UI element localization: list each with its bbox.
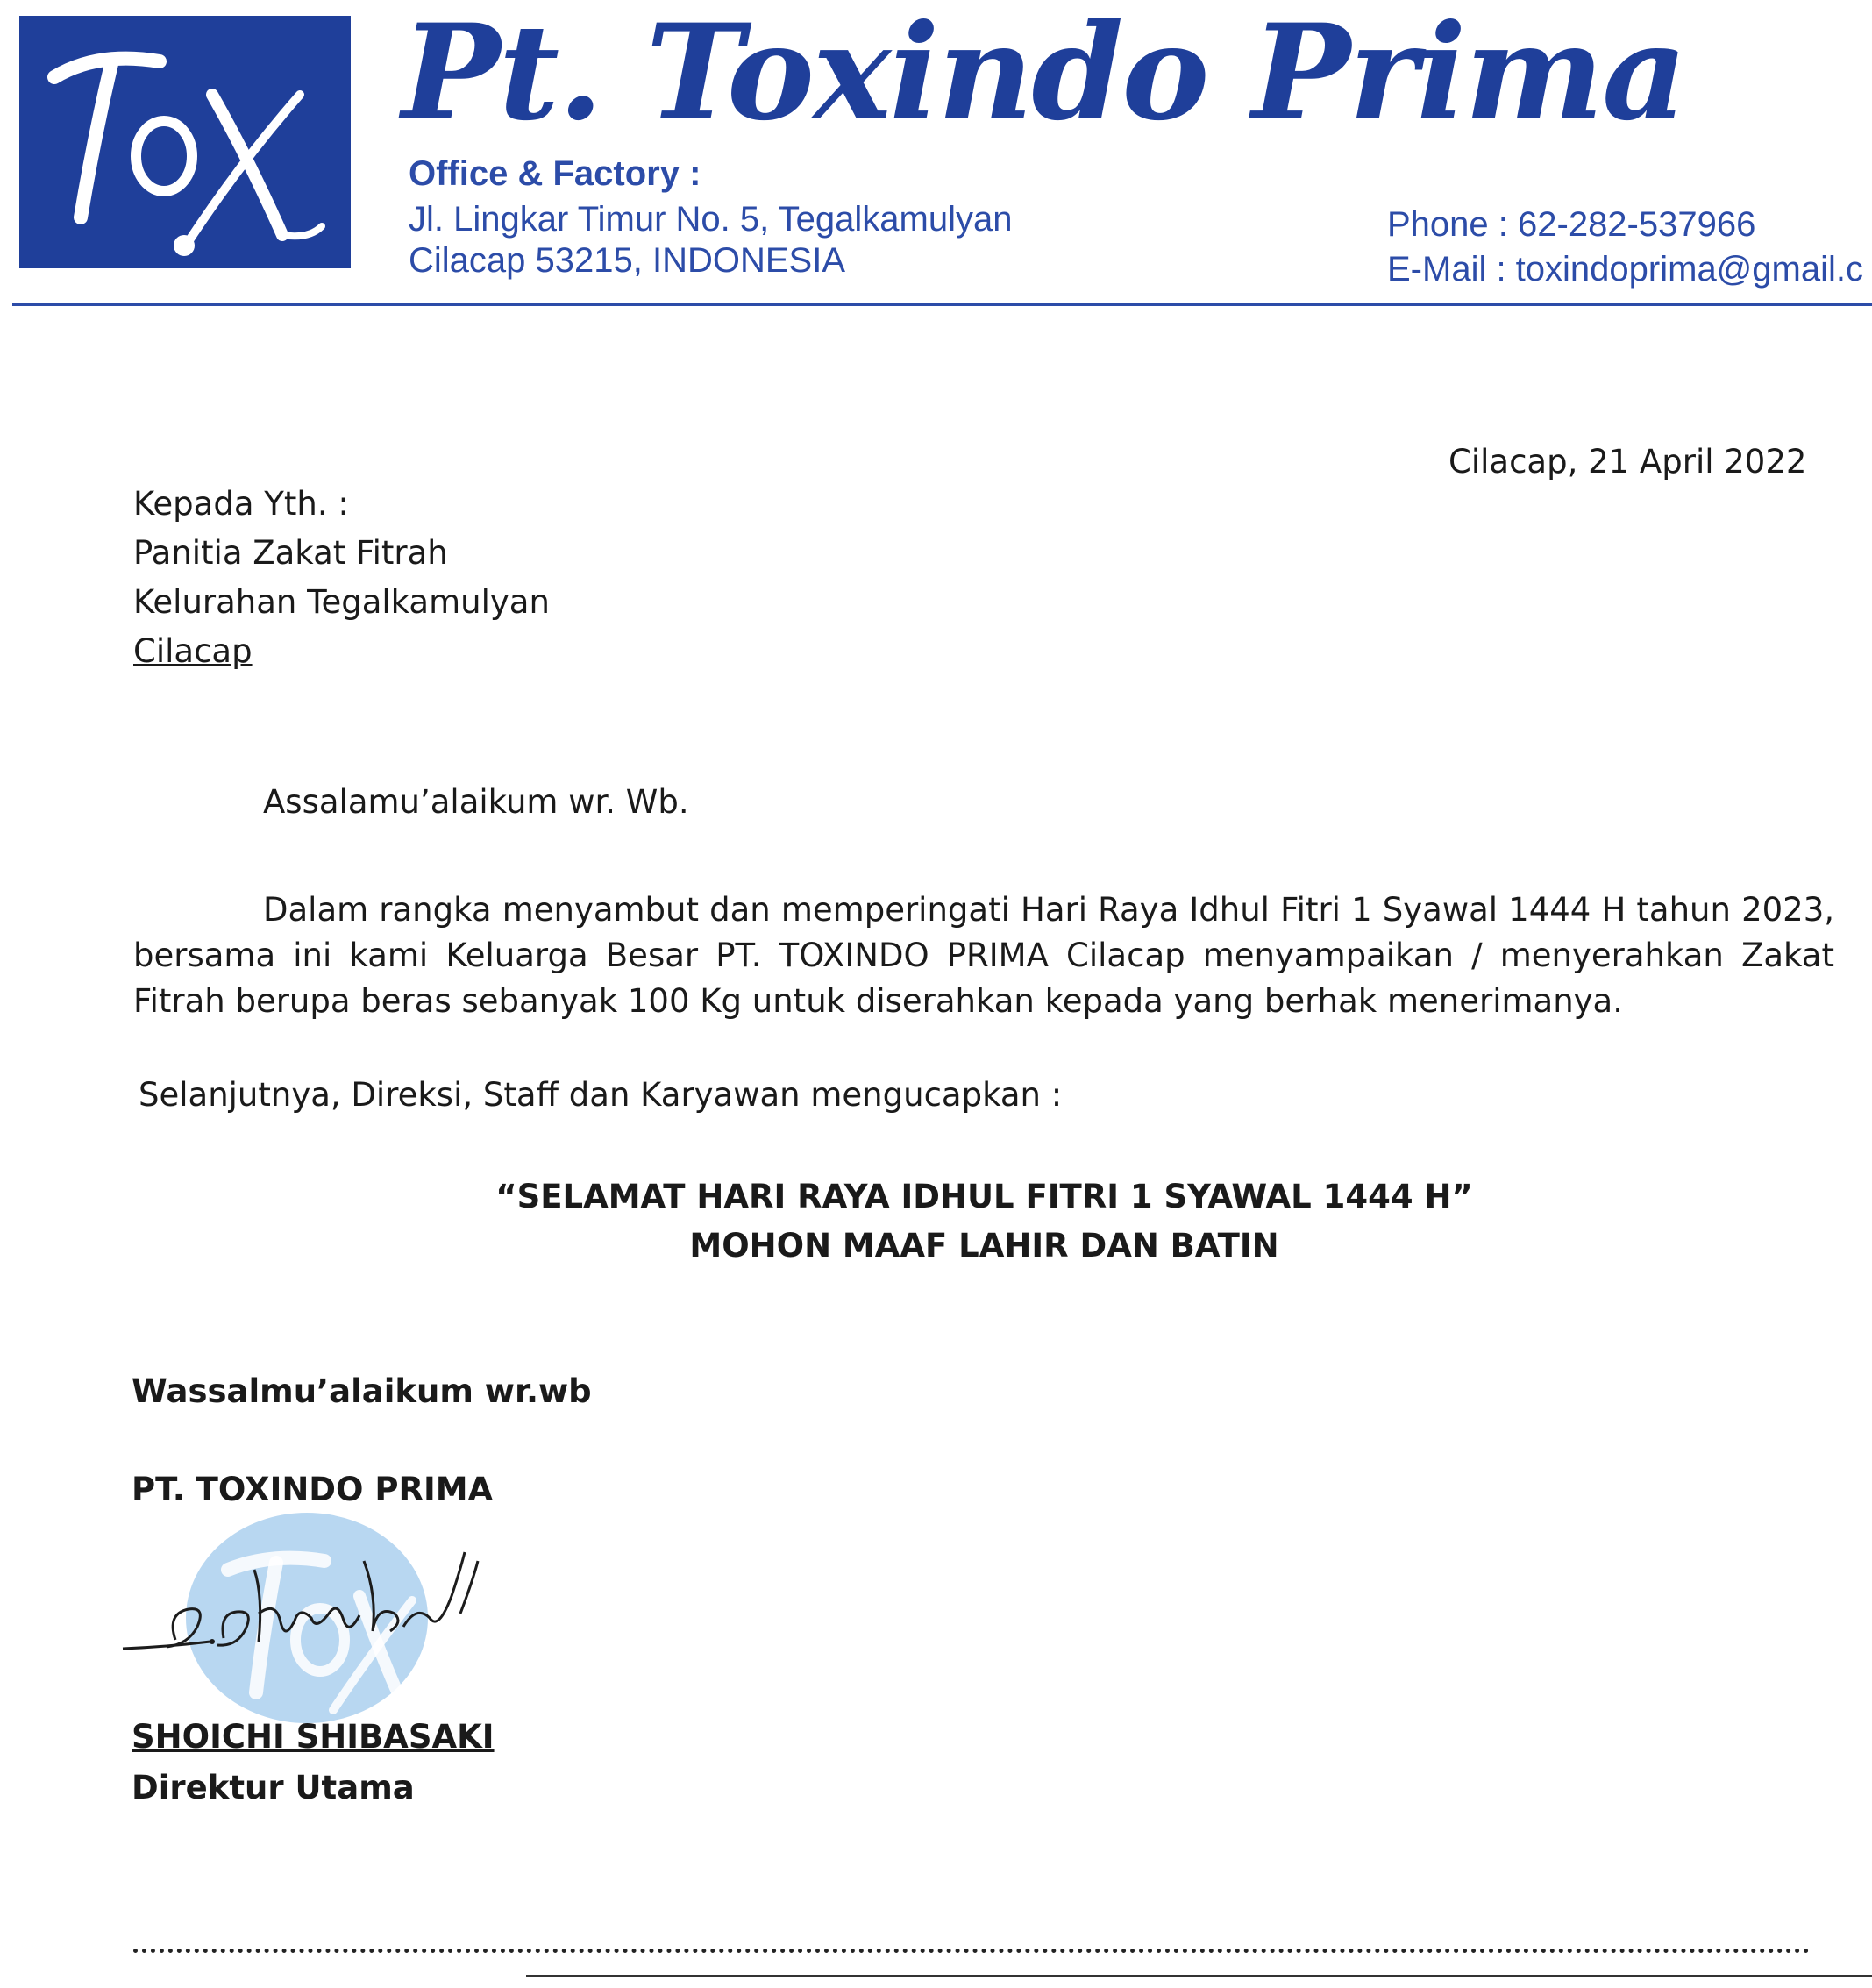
- recipient-line: Kelurahan Tegalkamulyan: [133, 583, 550, 621]
- footer-dotted-divider: [133, 1949, 1810, 1953]
- email-address: E-Mail : toxindoprima@gmail.c: [1387, 250, 1863, 289]
- footer-rule: [526, 1975, 1872, 1977]
- closing-intro: Selanjutnya, Direksi, Staff dan Karyawan mengucapkan :: [139, 1076, 1063, 1114]
- company-logo: [19, 16, 351, 268]
- recipient-line: Panitia Zakat Fitrah: [133, 534, 448, 572]
- signer-title: Direktur Utama: [132, 1769, 415, 1806]
- company-signature-label: PT. TOXINDO PRIMA: [132, 1471, 494, 1508]
- logo-mark-icon: [19, 16, 351, 268]
- eid-greeting: “SELAMAT HARI RAYA IDHUL FITRI 1 SYAWAL 1444 H”: [495, 1178, 1473, 1215]
- office-label: Office & Factory :: [409, 154, 701, 193]
- signer-name: SHOICHI SHIBASAKI: [132, 1718, 495, 1756]
- letter-date: Cilacap, 21 April 2022: [1448, 443, 1807, 481]
- forgiveness-line: MOHON MAAF LAHIR DAN BATIN: [689, 1227, 1279, 1265]
- body-paragraph: Dalam rangka menyambut dan memperingati Hari Raya Idhul Fitri 1 Syawal 1444 H tahun 2023, bersama ini kami Keluarga Besar PT. TOXINDO PRIMA Cilacap menyampaikan / menyerahkan Zakat Fitrah berupa beras sebanyak 100 Kg untuk diserahkan kepada yang berhak menerimanya.: [133, 891, 1834, 1020]
- recipient-line: Kepada Yth. :: [133, 485, 349, 523]
- phone-number: Phone : 62-282-537966: [1387, 205, 1756, 244]
- address-line-1: Jl. Lingkar Timur No. 5, Tegalkamulyan: [409, 200, 1013, 239]
- address-line-2: Cilacap 53215, INDONESIA: [409, 241, 846, 280]
- company-name: Pt. Toxindo Prima: [402, 0, 1686, 150]
- recipient-city: Cilacap: [133, 632, 253, 670]
- closing-salutation: Wassalmu’alaikum wr.wb: [132, 1372, 592, 1410]
- greeting: Assalamu’alaikum wr. Wb.: [263, 783, 689, 821]
- header-divider: [12, 303, 1872, 306]
- handwritten-signature: [114, 1543, 500, 1666]
